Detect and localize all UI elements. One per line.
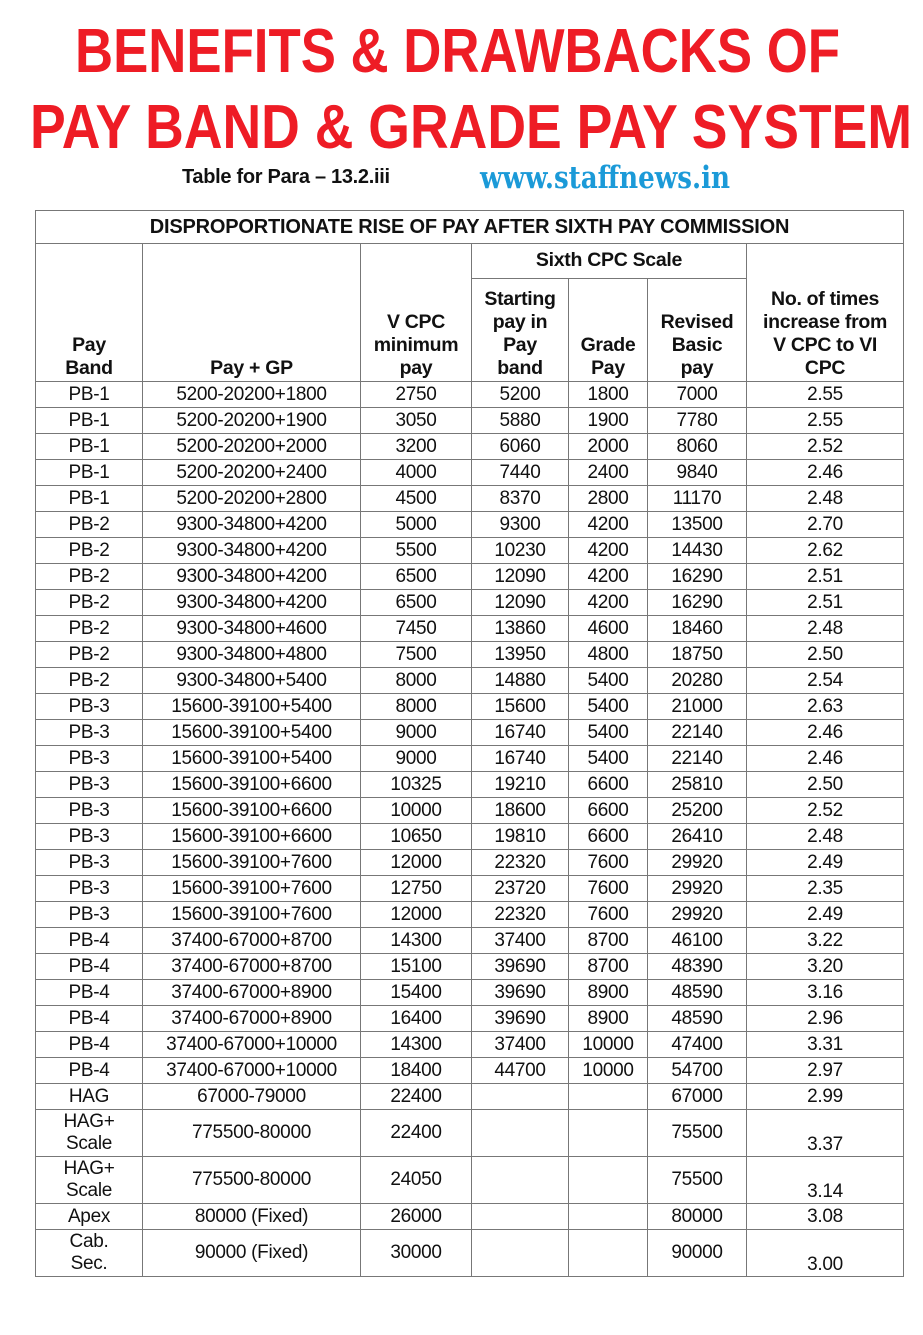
cell-starting-pay [472,1204,569,1230]
cell-pay-gp: 15600-39100+6600 [143,824,361,850]
cell-times-increase: 3.08 [747,1204,904,1230]
cell-revised-basic-pay: 80000 [648,1204,747,1230]
cell-pay-gp: 37400-67000+8900 [143,980,361,1006]
cell-revised-basic-pay: 18750 [648,642,747,668]
cell-revised-basic-pay: 14430 [648,538,747,564]
cell-starting-pay: 37400 [472,1032,569,1058]
cell-pay-band: HAG [36,1084,143,1110]
cell-revised-basic-pay: 9840 [648,460,747,486]
cell-vcpc-min-pay: 3050 [361,408,472,434]
cell-pay-gp: 37400-67000+8900 [143,1006,361,1032]
table-row [36,720,904,746]
table-row [36,954,904,980]
cell-vcpc-min-pay: 22400 [361,1084,472,1110]
cell-grade-pay: 6600 [569,772,648,798]
cell-vcpc-min-pay: 26000 [361,1204,472,1230]
cell-times-increase: 2.55 [747,382,904,408]
cell-revised-basic-pay: 20280 [648,668,747,694]
cell-revised-basic-pay: 47400 [648,1032,747,1058]
cell-times-increase: 2.96 [747,1006,904,1032]
cell-revised-basic-pay: 16290 [648,564,747,590]
cell-vcpc-min-pay: 10325 [361,772,472,798]
cell-pay-band: PB-1 [36,460,143,486]
cell-pay-gp: 15600-39100+5400 [143,720,361,746]
table-subtitle: Table for Para – 13.2.iii [182,166,390,188]
cell-pay-band: PB-3 [36,798,143,824]
cell-starting-pay: 16740 [472,720,569,746]
cell-grade-pay [569,1110,648,1157]
cell-revised-basic-pay: 48590 [648,980,747,1006]
cell-revised-basic-pay: 54700 [648,1058,747,1084]
cell-starting-pay: 12090 [472,590,569,616]
cell-starting-pay [472,1157,569,1204]
cell-grade-pay: 8700 [569,928,648,954]
table-title: DISPROPORTIONATE RISE OF PAY AFTER SIXTH PAY COMMISSION [36,211,904,244]
cell-times-increase: 2.46 [747,460,904,486]
cell-pay-band: PB-1 [36,486,143,512]
header-pay-gp: Pay + GP [143,244,361,382]
cell-grade-pay: 4800 [569,642,648,668]
cell-vcpc-min-pay: 12750 [361,876,472,902]
cell-times-increase: 2.99 [747,1084,904,1110]
cell-times-increase: 2.51 [747,590,904,616]
cell-pay-band: PB-2 [36,564,143,590]
cell-vcpc-min-pay: 4500 [361,486,472,512]
cell-times-increase: 2.52 [747,434,904,460]
cell-pay-band: PB-2 [36,642,143,668]
table-row [36,1230,904,1277]
table-row [36,382,904,408]
cell-times-increase: 2.97 [747,1058,904,1084]
cell-revised-basic-pay: 21000 [648,694,747,720]
cell-pay-band: PB-1 [36,434,143,460]
cell-starting-pay: 8370 [472,486,569,512]
cell-grade-pay: 8700 [569,954,648,980]
cell-grade-pay: 7600 [569,850,648,876]
cell-revised-basic-pay: 90000 [648,1230,747,1277]
cell-vcpc-min-pay: 6500 [361,590,472,616]
cell-times-increase: 2.62 [747,538,904,564]
cell-vcpc-min-pay: 22400 [361,1110,472,1157]
table-row [36,902,904,928]
cell-grade-pay: 10000 [569,1032,648,1058]
table-row [36,1204,904,1230]
cell-grade-pay: 7600 [569,902,648,928]
cell-pay-band: PB-2 [36,616,143,642]
cell-pay-gp: 90000 (Fixed) [143,1230,361,1277]
cell-revised-basic-pay: 75500 [648,1110,747,1157]
cell-pay-gp: 775500-80000 [143,1157,361,1204]
cell-pay-band: HAG+ Scale [36,1110,143,1157]
cell-pay-gp: 15600-39100+6600 [143,772,361,798]
cell-starting-pay: 19210 [472,772,569,798]
cell-pay-gp: 5200-20200+2000 [143,434,361,460]
cell-times-increase: 2.49 [747,902,904,928]
header-sixth-cpc-scale: Sixth CPC Scale [472,244,747,279]
header-vcpc-min: V CPC minimum pay [361,244,472,382]
cell-grade-pay [569,1157,648,1204]
cell-grade-pay: 4200 [569,538,648,564]
cell-vcpc-min-pay: 14300 [361,928,472,954]
cell-pay-band: PB-1 [36,408,143,434]
cell-pay-band: PB-2 [36,668,143,694]
table-row [36,928,904,954]
cell-vcpc-min-pay: 12000 [361,850,472,876]
cell-grade-pay: 1800 [569,382,648,408]
cell-pay-gp: 15600-39100+5400 [143,694,361,720]
cell-vcpc-min-pay: 10650 [361,824,472,850]
cell-times-increase: 3.22 [747,928,904,954]
cell-pay-gp: 37400-67000+10000 [143,1058,361,1084]
cell-revised-basic-pay: 22140 [648,746,747,772]
cell-grade-pay: 7600 [569,876,648,902]
cell-pay-band: PB-4 [36,928,143,954]
cell-starting-pay: 37400 [472,928,569,954]
cell-revised-basic-pay: 25200 [648,798,747,824]
header-revised-basic: Revised Basic pay [648,279,747,382]
table-row [36,434,904,460]
cell-starting-pay: 5200 [472,382,569,408]
table-row [36,876,904,902]
cell-vcpc-min-pay: 7450 [361,616,472,642]
cell-grade-pay: 2400 [569,460,648,486]
cell-pay-gp: 9300-34800+5400 [143,668,361,694]
cell-pay-band: HAG+ Scale [36,1157,143,1204]
table-row [36,590,904,616]
table-row [36,1058,904,1084]
cell-times-increase: 2.50 [747,642,904,668]
cell-pay-band: PB-2 [36,512,143,538]
cell-pay-gp: 5200-20200+1800 [143,382,361,408]
cell-grade-pay: 2000 [569,434,648,460]
cell-grade-pay: 8900 [569,1006,648,1032]
cell-vcpc-min-pay: 8000 [361,694,472,720]
cell-vcpc-min-pay: 3200 [361,434,472,460]
cell-pay-band: PB-3 [36,720,143,746]
cell-grade-pay: 8900 [569,980,648,1006]
cell-starting-pay: 9300 [472,512,569,538]
cell-revised-basic-pay: 75500 [648,1157,747,1204]
cell-vcpc-min-pay: 16400 [361,1006,472,1032]
cell-starting-pay: 16740 [472,746,569,772]
cell-starting-pay [472,1084,569,1110]
cell-times-increase: 2.52 [747,798,904,824]
cell-times-increase: 3.31 [747,1032,904,1058]
table-row [36,460,904,486]
cell-starting-pay: 10230 [472,538,569,564]
cell-starting-pay: 5880 [472,408,569,434]
cell-times-increase: 2.51 [747,564,904,590]
cell-grade-pay [569,1084,648,1110]
cell-revised-basic-pay: 46100 [648,928,747,954]
table-row [36,746,904,772]
table-row [36,642,904,668]
cell-pay-band: PB-4 [36,1058,143,1084]
cell-times-increase: 3.37 [747,1110,904,1157]
cell-starting-pay: 39690 [472,980,569,1006]
cell-pay-gp: 9300-34800+4200 [143,564,361,590]
cell-times-increase: 2.46 [747,746,904,772]
cell-revised-basic-pay: 18460 [648,616,747,642]
table-row [36,850,904,876]
cell-pay-band: PB-2 [36,538,143,564]
table-row [36,772,904,798]
banner-line-2: PAY BAND & GRADE PAY SYSTEM [30,93,912,160]
cell-vcpc-min-pay: 9000 [361,720,472,746]
cell-grade-pay: 5400 [569,746,648,772]
cell-pay-gp: 9300-34800+4600 [143,616,361,642]
cell-times-increase: 2.50 [747,772,904,798]
cell-starting-pay: 18600 [472,798,569,824]
table-row [36,616,904,642]
cell-starting-pay: 23720 [472,876,569,902]
cell-vcpc-min-pay: 18400 [361,1058,472,1084]
cell-pay-gp: 5200-20200+2800 [143,486,361,512]
cell-starting-pay: 39690 [472,954,569,980]
cell-pay-gp: 15600-39100+7600 [143,876,361,902]
cell-grade-pay: 5400 [569,668,648,694]
cell-revised-basic-pay: 7000 [648,382,747,408]
cell-revised-basic-pay: 48590 [648,1006,747,1032]
cell-revised-basic-pay: 25810 [648,772,747,798]
cell-pay-band: PB-4 [36,954,143,980]
cell-times-increase: 2.49 [747,850,904,876]
header-grade-pay: Grade Pay [569,279,648,382]
cell-pay-gp: 9300-34800+4200 [143,512,361,538]
cell-times-increase: 3.16 [747,980,904,1006]
cell-pay-band: PB-4 [36,1006,143,1032]
cell-vcpc-min-pay: 2750 [361,382,472,408]
cell-starting-pay: 13860 [472,616,569,642]
cell-starting-pay: 22320 [472,850,569,876]
cell-vcpc-min-pay: 15100 [361,954,472,980]
cell-pay-band: PB-3 [36,694,143,720]
cell-times-increase: 2.63 [747,694,904,720]
table-row [36,538,904,564]
cell-pay-gp: 5200-20200+2400 [143,460,361,486]
banner-title [0,0,923,160]
website-text: www.staffnews.in [479,160,730,196]
cell-revised-basic-pay: 11170 [648,486,747,512]
cell-grade-pay: 6600 [569,798,648,824]
cell-pay-band: PB-3 [36,746,143,772]
cell-starting-pay: 14880 [472,668,569,694]
table-row [36,1006,904,1032]
cell-times-increase: 3.14 [747,1157,904,1204]
cell-starting-pay: 22320 [472,902,569,928]
cell-pay-gp: 67000-79000 [143,1084,361,1110]
table-row [36,798,904,824]
table-row [36,980,904,1006]
table-row [36,694,904,720]
cell-starting-pay: 13950 [472,642,569,668]
table-row [36,486,904,512]
cell-pay-band: PB-3 [36,850,143,876]
cell-pay-band: PB-4 [36,980,143,1006]
cell-grade-pay: 1900 [569,408,648,434]
cell-starting-pay: 19810 [472,824,569,850]
cell-pay-band: PB-3 [36,772,143,798]
cell-times-increase: 2.70 [747,512,904,538]
cell-starting-pay: 15600 [472,694,569,720]
table-row [36,1110,904,1157]
cell-grade-pay: 4600 [569,616,648,642]
table-row [36,668,904,694]
cell-pay-gp: 9300-34800+4200 [143,590,361,616]
cell-pay-gp: 37400-67000+8700 [143,928,361,954]
table-row [36,1157,904,1204]
banner-line-1: BENEFITS & DRAWBACKS OF [75,17,840,86]
cell-starting-pay [472,1110,569,1157]
cell-times-increase: 3.20 [747,954,904,980]
cell-times-increase: 2.46 [747,720,904,746]
cell-starting-pay: 39690 [472,1006,569,1032]
cell-vcpc-min-pay: 4000 [361,460,472,486]
header-times-increase: No. of times increase from V CPC to VI CPC [747,244,904,382]
table-row [36,512,904,538]
cell-times-increase: 2.55 [747,408,904,434]
table-row [36,564,904,590]
table-row [36,1032,904,1058]
cell-grade-pay: 6600 [569,824,648,850]
cell-vcpc-min-pay: 5000 [361,512,472,538]
cell-pay-band: PB-3 [36,876,143,902]
cell-grade-pay [569,1230,648,1277]
cell-pay-band: PB-2 [36,590,143,616]
cell-pay-band: PB-4 [36,1032,143,1058]
cell-vcpc-min-pay: 9000 [361,746,472,772]
cell-pay-band: PB-1 [36,382,143,408]
cell-starting-pay: 44700 [472,1058,569,1084]
cell-revised-basic-pay: 48390 [648,954,747,980]
cell-pay-gp: 80000 (Fixed) [143,1204,361,1230]
cell-grade-pay: 4200 [569,590,648,616]
cell-pay-gp: 9300-34800+4800 [143,642,361,668]
cell-revised-basic-pay: 29920 [648,902,747,928]
cell-vcpc-min-pay: 6500 [361,564,472,590]
cell-grade-pay: 2800 [569,486,648,512]
cell-pay-band: Apex [36,1204,143,1230]
cell-times-increase: 2.48 [747,824,904,850]
cell-vcpc-min-pay: 7500 [361,642,472,668]
cell-grade-pay: 5400 [569,694,648,720]
cell-pay-gp: 15600-39100+7600 [143,850,361,876]
cell-starting-pay: 6060 [472,434,569,460]
cell-vcpc-min-pay: 12000 [361,902,472,928]
cell-grade-pay: 4200 [569,512,648,538]
cell-times-increase: 2.54 [747,668,904,694]
cell-vcpc-min-pay: 14300 [361,1032,472,1058]
cell-vcpc-min-pay: 5500 [361,538,472,564]
cell-starting-pay [472,1230,569,1277]
cell-times-increase: 2.48 [747,616,904,642]
cell-pay-gp: 775500-80000 [143,1110,361,1157]
cell-pay-band: PB-3 [36,824,143,850]
cell-grade-pay: 5400 [569,720,648,746]
cell-revised-basic-pay: 67000 [648,1084,747,1110]
cell-revised-basic-pay: 22140 [648,720,747,746]
pay-table [35,210,904,1277]
cell-pay-gp: 37400-67000+8700 [143,954,361,980]
header-starting-pay: Starting pay in Pay band [472,279,569,382]
cell-revised-basic-pay: 16290 [648,590,747,616]
cell-starting-pay: 12090 [472,564,569,590]
cell-grade-pay: 4200 [569,564,648,590]
cell-pay-gp: 5200-20200+1900 [143,408,361,434]
cell-vcpc-min-pay: 8000 [361,668,472,694]
cell-revised-basic-pay: 26410 [648,824,747,850]
cell-pay-band: Cab. Sec. [36,1230,143,1277]
table-row [36,824,904,850]
cell-pay-gp: 15600-39100+6600 [143,798,361,824]
cell-vcpc-min-pay: 10000 [361,798,472,824]
cell-times-increase: 2.48 [747,486,904,512]
cell-grade-pay [569,1204,648,1230]
table-row [36,1084,904,1110]
cell-pay-gp: 37400-67000+10000 [143,1032,361,1058]
cell-vcpc-min-pay: 24050 [361,1157,472,1204]
cell-starting-pay: 7440 [472,460,569,486]
header-pay-band: Pay Band [36,244,143,382]
cell-times-increase: 3.00 [747,1230,904,1277]
cell-grade-pay: 10000 [569,1058,648,1084]
cell-revised-basic-pay: 29920 [648,850,747,876]
cell-pay-band: PB-3 [36,902,143,928]
cell-pay-gp: 9300-34800+4200 [143,538,361,564]
cell-pay-gp: 15600-39100+7600 [143,902,361,928]
table-row [36,408,904,434]
cell-vcpc-min-pay: 15400 [361,980,472,1006]
cell-revised-basic-pay: 7780 [648,408,747,434]
cell-vcpc-min-pay: 30000 [361,1230,472,1277]
cell-revised-basic-pay: 29920 [648,876,747,902]
cell-revised-basic-pay: 8060 [648,434,747,460]
cell-pay-gp: 15600-39100+5400 [143,746,361,772]
cell-times-increase: 2.35 [747,876,904,902]
cell-revised-basic-pay: 13500 [648,512,747,538]
